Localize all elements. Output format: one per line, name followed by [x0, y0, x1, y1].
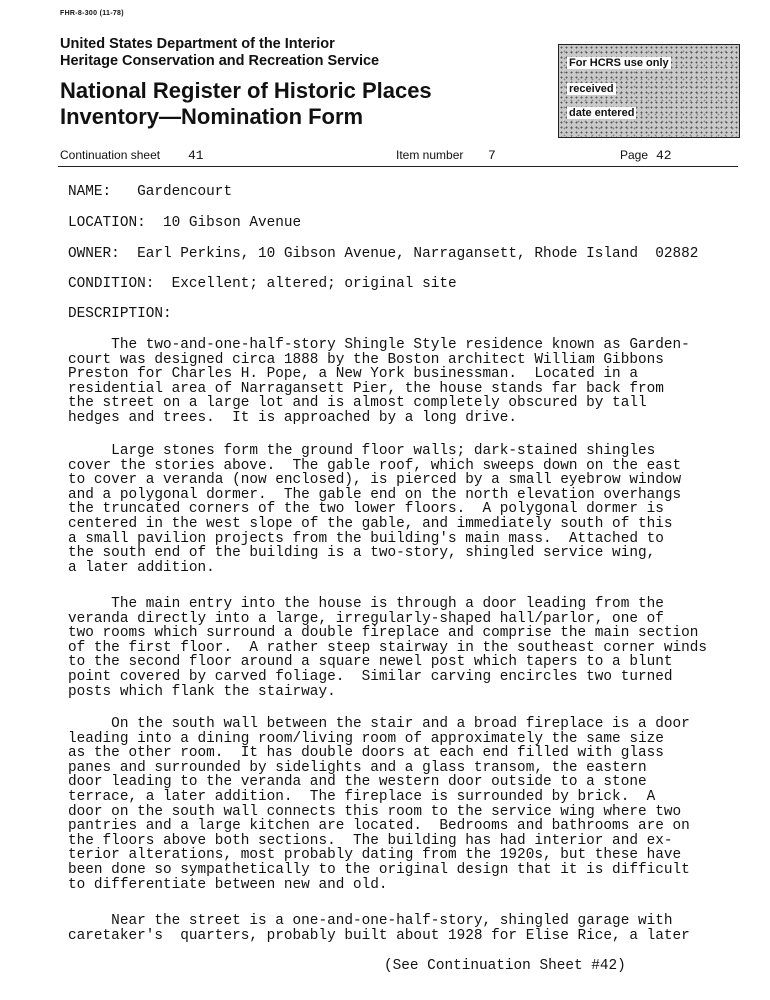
description-paragraph-1: The two-and-one-half-story Shingle Style residence known as Garden- court was designed circa 1888 by the Boston architect William Gibbons Preston for Charles H. Pope, a New York businessman. Located in a residential area of Narragansett Pier, the house stands far back from the street on a large lot and is almost completely obscured by tall hedges and trees. It is approached by a long drive.	[68, 337, 690, 426]
hcrs-use-only-box	[558, 44, 740, 138]
field-description-label: DESCRIPTION:	[68, 306, 172, 322]
agency-header	[60, 36, 379, 70]
form-title-line1: National Register of Historic Places	[60, 78, 432, 103]
description-paragraph-3: The main entry into the house is through a door leading from the veranda directly into a large, irregularly-shaped hall/parlor, one of two rooms which surround a double fireplace and comprise the main section of the first floor. A rather steep stairway in the southeast corner winds to the second floor around a square newel post which tapers to a blunt point covered by carved foliage. Similar carving encircles two turned posts which flank the stairway.	[68, 596, 708, 700]
continuation-sheet-value: 41	[188, 148, 204, 163]
item-number-label: Item number	[396, 148, 464, 162]
form-code: FHR-8-300 (11-78)	[60, 10, 124, 17]
field-location: LOCATION: 10 Gibson Avenue	[68, 215, 302, 231]
hcrs-use-label: For HCRS use only	[569, 57, 669, 69]
form-title-line2: Inventory—Nomination Form	[60, 104, 364, 129]
item-number-value: 7	[488, 148, 496, 163]
continuation-sheet-label: Continuation sheet	[60, 148, 161, 162]
field-owner: OWNER: Earl Perkins, 10 Gibson Avenue, Narragansett, Rhode Island 02882	[68, 246, 699, 262]
continuation-footer: (See Continuation Sheet #42)	[384, 958, 626, 974]
field-condition: CONDITION: Excellent; altered; original site	[68, 276, 457, 292]
service-name: Heritage Conservation and Recreation Service	[60, 53, 380, 69]
department-name: United States Department of the Interior	[60, 36, 335, 52]
page-value: 42	[656, 148, 672, 163]
description-paragraph-2: Large stones form the ground floor walls; dark-stained shingles cover the stories above. The gable roof, which sweeps down on the east to cover a veranda (now enclosed), is pierced by a small eyebrow window and a polygonal dormer. The gable end on the north elevation overhangs the truncated corners of the two lower floors. A polygonal dormer is centered in the west slope of the gable, and immediately south of this a small pavilion projects from the building's main mass. Attached to the south end of the building is a two-story, shingled service wing, a later addition.	[68, 443, 682, 576]
form-title	[60, 78, 432, 130]
continuation-bar	[58, 146, 738, 167]
field-name: NAME: Gardencourt	[68, 184, 233, 200]
page-label: Page	[620, 148, 649, 162]
date-entered-label: date entered	[569, 107, 635, 119]
description-paragraph-5: Near the street is a one-and-one-half-story, shingled garage with caretaker's quarters, probably built about 1928 for Elise Rice, a later	[68, 913, 690, 944]
description-paragraph-4: On the south wall between the stair and a broad fireplace is a door leading into a dining room/living room of approximately the same size as the other room. It has double doors at each end filled with glass panes and surrounded by sidelights and a glass transom, the eastern door leading to the veranda and the western door outside to a stone terrace, a later addition. The fireplace is surrounded by brick. A door on the south wall connects this room to the service wing where two pantries and a large kitchen are located. Bedrooms and bathrooms are on the floors above both sections. The building has had interior and ex- terior alterations, most probably dating from the 1920s, but these have been done so sympathetically to the original design that it is difficult to differentiate between new and old.	[68, 716, 690, 893]
received-label: received	[569, 83, 614, 95]
